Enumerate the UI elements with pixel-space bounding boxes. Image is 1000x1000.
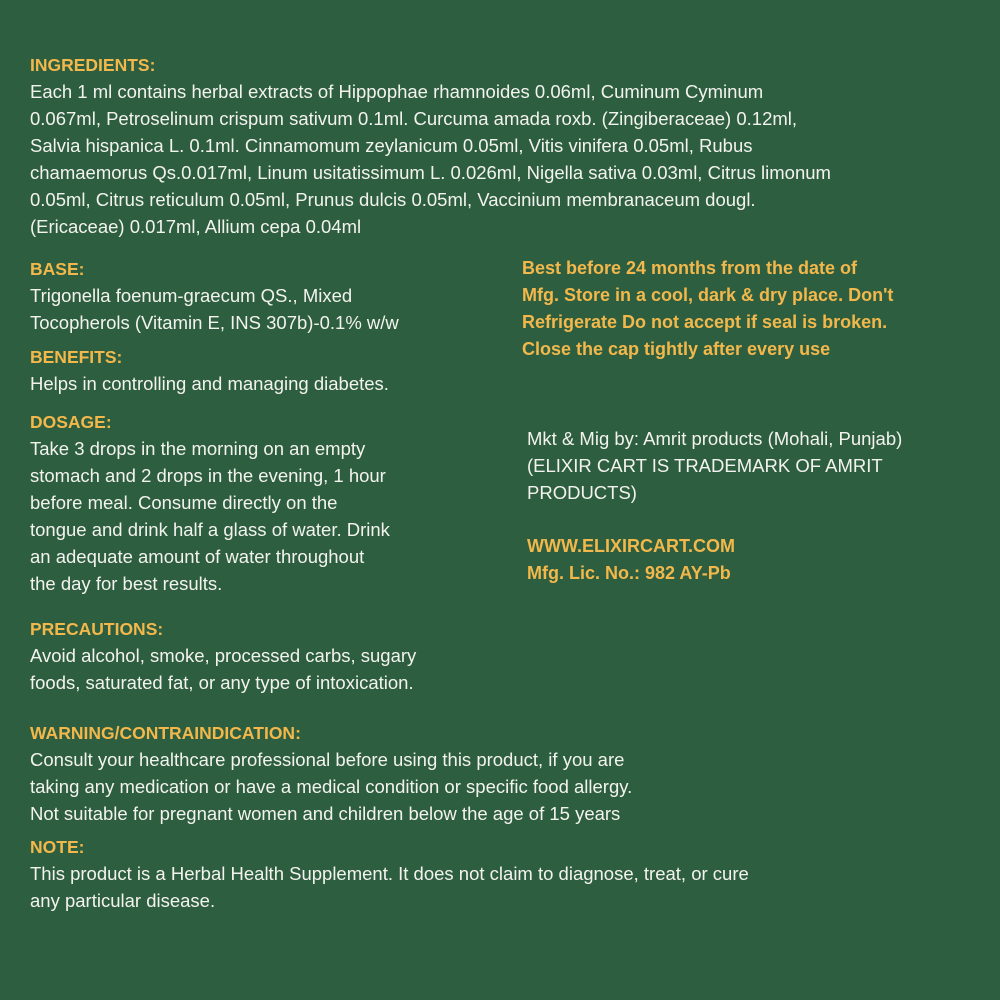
base-text: Trigonella foenum-graecum QS., Mixed Tocopherols (Vitamin E, INS 307b)-0.1% w/w: [30, 285, 399, 333]
storage-section: [522, 255, 982, 363]
note-heading: NOTE:: [30, 837, 85, 857]
license-text: Mfg. Lic. No.: 982 AY-Pb: [527, 563, 731, 583]
manufacturer-section: [527, 425, 992, 506]
base-section: [30, 256, 500, 336]
note-section: [30, 834, 950, 914]
manufacturer-text: Mkt & Mig by: Amrit products (Mohali, Punjab) (ELIXIR CART IS TRADEMARK OF AMRIT PRODUCTS): [527, 428, 903, 503]
base-heading: BASE:: [30, 259, 85, 279]
website-text: WWW.ELIXIRCART.COM: [527, 536, 735, 556]
precautions-heading: PRECAUTIONS:: [30, 619, 164, 639]
storage-text: Best before 24 months from the date of Mfg. Store in a cool, dark & dry place. Don't Refrigerate Do not accept if seal is broken. Close the cap tightly after every use: [522, 258, 894, 359]
dosage-section: [30, 409, 500, 597]
ingredients-text: Each 1 ml contains herbal extracts of Hippophae rhamnoides 0.06ml, Cuminum Cyminum 0.067ml, Petroselinum crispum sativum 0.1ml. Curcuma amada roxb. (Zingiberaceae) 0.12ml, Salvia hispanica L. 0.1ml. Cinnamomum zeylanicum 0.05ml, Vitis vinifera 0.05ml, Rubus chamaemorus Qs.0.017ml, Linum usitatissimum L. 0.026ml, Nigella sativa 0.03ml, Citrus limonum 0.05ml, Citrus reticulum 0.05ml, Prunus dulcis 0.05ml, Vaccinium membranaceum dougl. (Ericaceae) 0.017ml, Allium cepa 0.04ml: [30, 81, 831, 237]
benefits-heading: BENEFITS:: [30, 347, 123, 367]
precautions-text: Avoid alcohol, smoke, processed carbs, sugary foods, saturated fat, or any type of intoxication.: [30, 645, 417, 693]
benefits-section: [30, 344, 500, 397]
dosage-text: Take 3 drops in the morning on an empty stomach and 2 drops in the evening, 1 hour before meal. Consume directly on the tongue and drink half a glass of water. Drink an adequate amount of water throughout the day for best results.: [30, 438, 390, 594]
ingredients-section: [30, 52, 980, 240]
note-text: This product is a Herbal Health Supplement. It does not claim to diagnose, treat, or cure any particular disease.: [30, 863, 749, 911]
ingredients-heading: INGREDIENTS:: [30, 55, 156, 75]
contact-section: [527, 533, 967, 587]
warning-heading: WARNING/CONTRAINDICATION:: [30, 723, 301, 743]
warning-section: [30, 720, 830, 827]
precautions-section: [30, 616, 510, 696]
benefits-text: Helps in controlling and managing diabetes.: [30, 373, 389, 394]
warning-text: Consult your healthcare professional before using this product, if you are taking any medication or have a medical condition or specific food allergy. Not suitable for pregnant women and children below the age of 15 years: [30, 749, 633, 824]
dosage-heading: DOSAGE:: [30, 412, 112, 432]
